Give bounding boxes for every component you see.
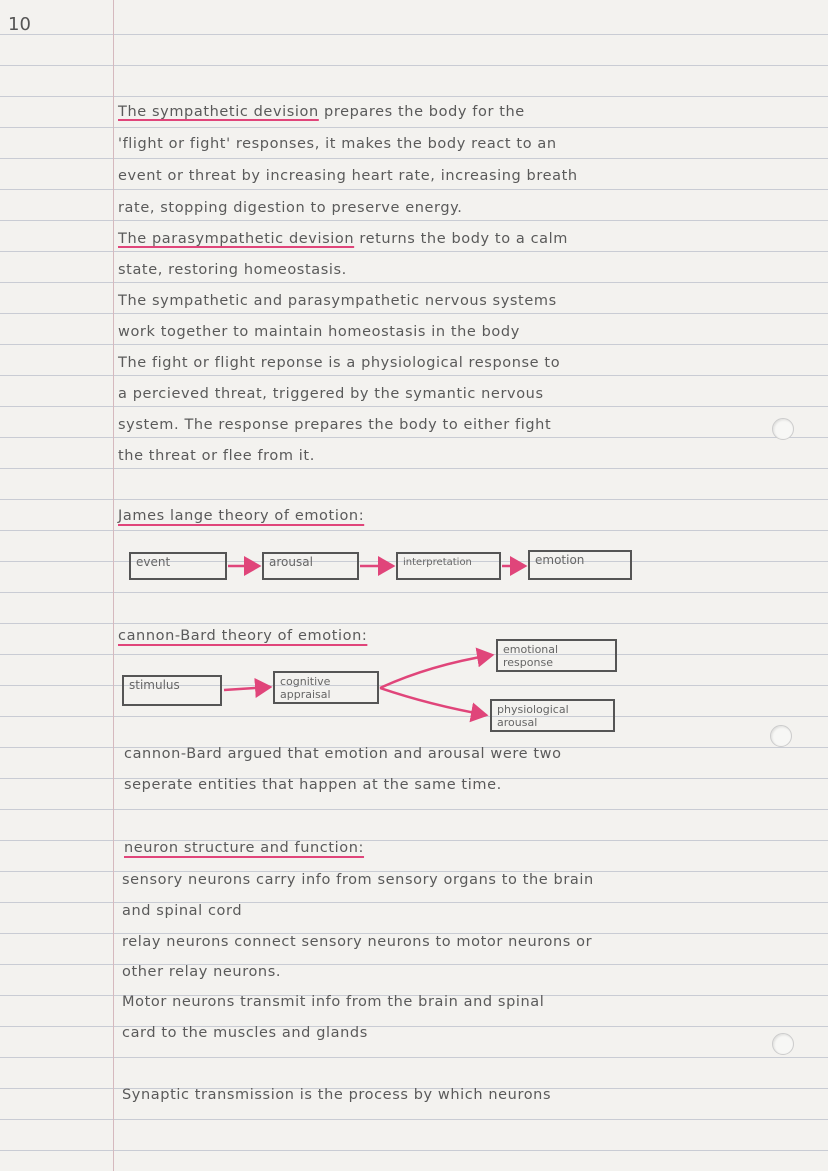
note-text: the threat or flee from it. (118, 448, 315, 464)
note-text: work together to maintain homeostasis in the body (118, 324, 520, 340)
neuron-line: sensory neurons carry info from sensory organs to the brain (122, 872, 594, 888)
note-text: prepares the body for the (318, 104, 525, 120)
flow-box-stimulus: stimulus (122, 675, 222, 706)
arrow (224, 687, 270, 690)
flow-box-emotional-response: emotional response (496, 639, 617, 672)
synaptic-line: Synaptic transmission is the process by which neurons (122, 1087, 552, 1103)
arrow (380, 655, 492, 688)
flow-box-arousal: arousal (262, 552, 359, 580)
neuron-line: card to the muscles and glands (122, 1025, 368, 1041)
note-text: rate, stopping digestion to preserve energy. (118, 200, 463, 216)
neuron-line: Motor neurons transmit info from the brain and spinal (122, 994, 545, 1010)
james-lange-heading: James lange theory of emotion: (118, 508, 365, 524)
note-text: a percieved threat, triggered by the symantic nervous (118, 386, 544, 402)
note-text: event or threat by increasing heart rate, increasing breath (118, 168, 578, 184)
neuron-heading: neuron structure and function: (124, 840, 365, 856)
cannon-bard-heading: cannon-Bard theory of emotion: (118, 628, 368, 644)
flow-box-event: event (129, 552, 227, 580)
note-text: system. The response prepares the body to either fight (118, 417, 552, 433)
flow-box-appraisal: cognitive appraisal (273, 671, 379, 704)
highlight-term: The sympathetic devision (118, 104, 319, 120)
note-text: returns the body to a calm (354, 231, 568, 247)
neuron-line: and spinal cord (122, 903, 243, 919)
note-text: state, restoring homeostasis. (118, 262, 347, 278)
note-text: 'flight or fight' responses, it makes the body react to an (118, 136, 557, 152)
note-text: The sympathetic and parasympathetic nervous systems (118, 293, 557, 309)
flow-box-interpretation: interpretation (396, 552, 501, 580)
arrow (380, 688, 486, 715)
page-number: 10 (8, 14, 31, 35)
flow-box-emotion: emotion (528, 550, 632, 580)
neuron-line: relay neurons connect sensory neurons to motor neurons or (122, 934, 593, 950)
neuron-line: other relay neurons. (122, 964, 282, 980)
note-text: The fight or flight reponse is a physiological response to (118, 355, 561, 371)
cannon-bard-line: cannon-Bard argued that emotion and arousal were two (124, 746, 562, 762)
highlight-term: The parasympathetic devision (118, 231, 355, 247)
flow-box-physiological-arousal: physiological arousal (490, 699, 615, 732)
cannon-bard-line: seperate entities that happen at the same time. (124, 777, 502, 793)
